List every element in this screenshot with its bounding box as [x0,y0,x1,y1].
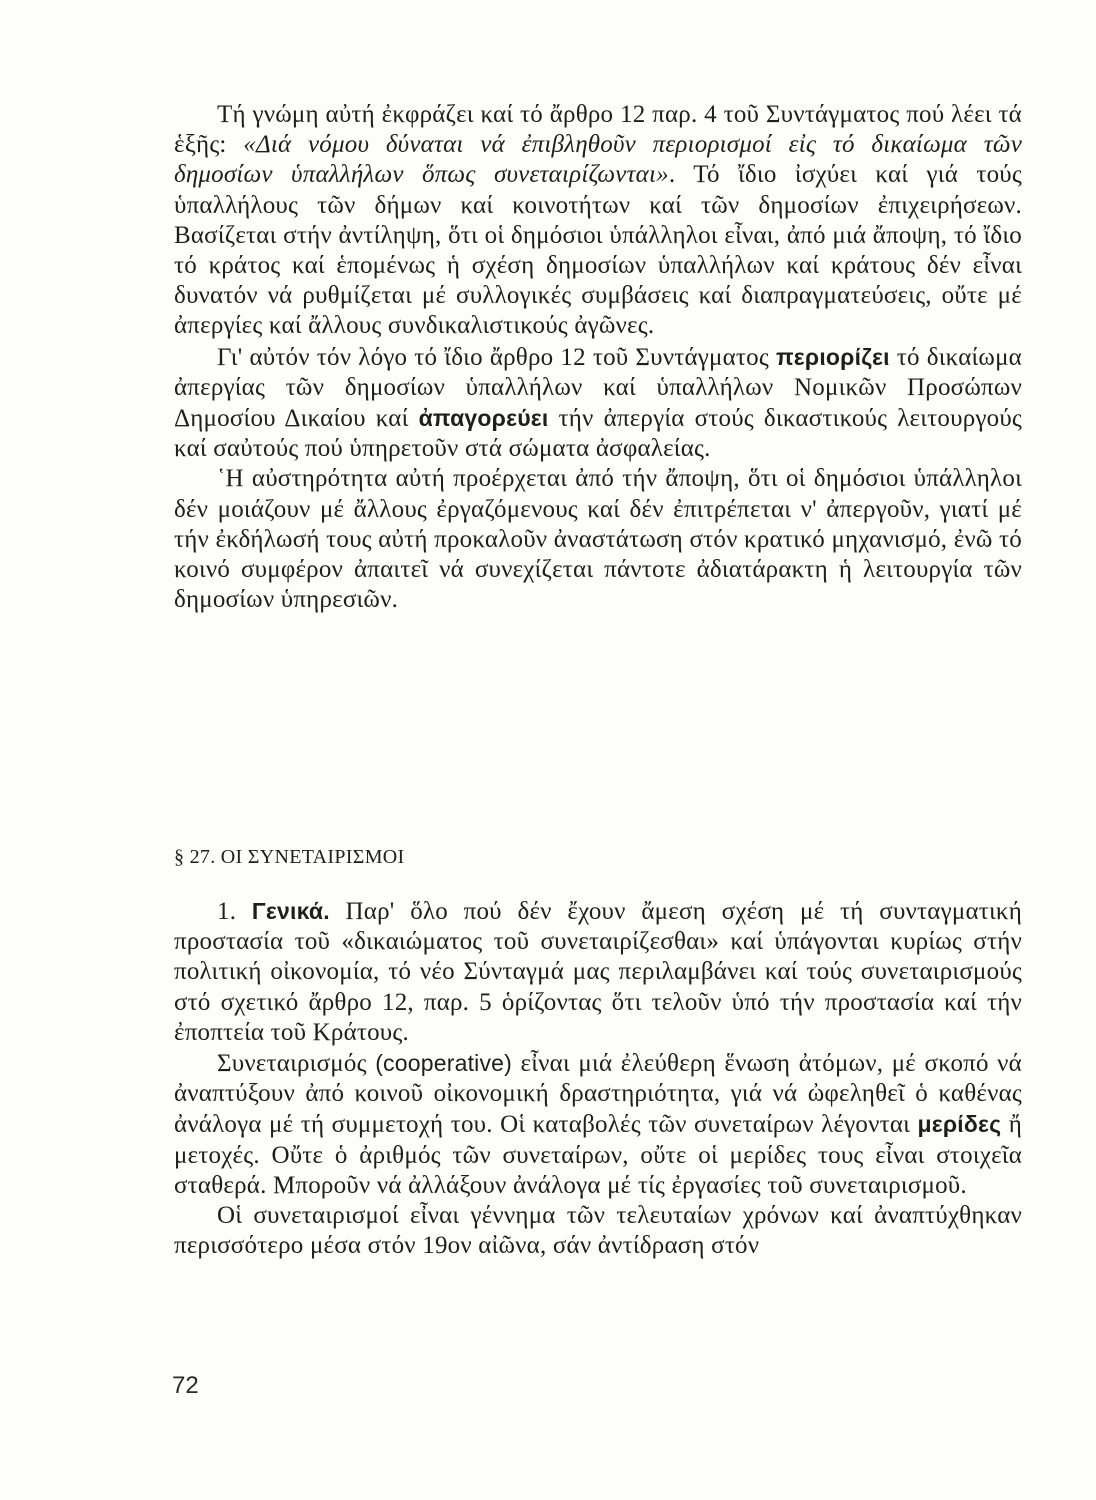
page-number: 72 [172,1372,199,1399]
paragraph-strictness: ῾Η αὐστηρότητα αὐτή προέρχεται ἀπό τήν ἄποψη, ὅτι οἱ δημόσιοι ὑπάλληλοι δέν μοιάζουν μέ ἄλλους ἐργαζόμενους καί δέν ἐπιτρέπεται ν' ἀπεργοῦν, γιατί μέ τήν ἐκδήλωσή τους αὐτή προκαλοῦν ἀναστάτωση στόν κρατικό μηχανισμό, ἐνῶ τό κοινό συμφέρον ἀπαιτεῖ νά συνεχίζεται πάντοτε ἀδιατάρακτη ἡ λειτουργία τῶν δημοσίων ὑπηρεσιῶν. [174,465,1022,614]
subheading-general: Γενικά. [251,898,330,924]
term-cooperative: (cooperative) [375,1050,513,1077]
quoted-article-text: «Διά νόμου δύναται νά ἐπιβληθοῦν περιορισμοί εἰς τό δικαίωμα τῶν δημοσίων ὑπαλλήλων ὅπως συνεταιρίζωνται» [174,131,1022,189]
paragraph-constitution-article: Τή γνώμη αὐτή ἐκφράζει καί τό ἄρθρο 12 παρ. 4 τοῦ Συντάγματος πού λέει τά ἑξῆς: «Διά νόμου δύναται νά ἐπιβληθοῦν περιορισμοί εἰς τό δικαίωμα τῶν δημοσίων ὑπαλλήλων ὅπως συνεταιρίζωνται». Τό ἴδιο ἰσχύει καί γιά τούς ὑπαλλήλους τῶν δήμων καί κοινοτήτων καί τῶν δημοσίων ἐπιχειρήσεων. Βασίζεται στήν ἀντίληψη, ὅτι οἱ δημόσιοι ὑπάλληλοι εἶναι, ἀπό μιά ἄποψη, τό ἴδιο τό κράτος καί ἑπομένως ἡ σχέση δημοσίων ὑπαλλήλων καί κράτους δέν εἶναι δυνατόν νά ρυθμίζεται μέ συλλογικές συμβάσεις καί διαπραγματεύσεις, οὔτε μέ ἀπεργίες καί ἄλλους συνδικαλιστικούς ἀγῶνες. [174,101,1022,340]
emphasis-restricts: περιορίζει [775,343,890,370]
paragraph-cooperative-definition: Συνεταιρισμός (cooperative) εἶναι μιά ἐλεύθερη ἕνωση ἀτόμων, μέ σκοπό νά ἀναπτύξουν ἀπό κοινοῦ οἰκονομική δραστηριότητα, γιά νά ὠφεληθεῖ ὁ καθένας ἀνάλογα μέ τή συμμετοχή του. Οἱ καταβολές τῶν συνεταίρων λέγονται μερίδες ἤ μετοχές. Οὔτε ὁ ἀριθμός τῶν συνεταίρων, οὔτε οἱ μερίδες τους εἶναι στοιχεῖα σταθερά. Μποροῦν νά ἀλλάξουν ἀνάλογα μέ τίς ἐργασίες τοῦ συνεταιρισμοῦ. [174,1050,1022,1199]
paragraph-general: 1. Γενικά. Παρ' ὅλο πού δέν ἔχουν ἄμεση σχέση μέ τή συνταγματική προστασία τοῦ «δικαιώματος τοῦ συνεταιρίζεσθαι» καί ὑπάγονται κυρίως στήν πολιτική οἰκονομία, τό νέο Σύνταγμά μας περιλαμβάνει καί τούς συνεταιρισμούς στό σχετικό ἄρθρο 12, παρ. 5 ὁρίζοντας ὅτι τελοῦν ὑπό τήν προστασία καί τήν ἐποπτεία τοῦ Κράτους. [174,898,1022,1046]
body-text-upper [174,100,1022,615]
section-heading: § 27. ΟΙ ΣΥΝΕΤΑΙΡΙΣΜΟΙ [174,846,405,868]
paragraph-strike-restriction: Γι' αὐτόν τόν λόγο τό ἴδιο ἄρθρο 12 τοῦ Συντάγματος περιορίζει τό δικαίωμα ἀπεργίας τῶν δημοσίων ὑπαλλήλων καί ὑπαλλήλων Νομικῶν Προσώπων Δημοσίου Δικαίου καί ἀπαγορεύει τήν ἀπεργία στούς δικαστικούς λειτουργούς καί σαὐτούς πού ὑπηρετοῦν στά σώματα ἀσφαλείας. [174,343,1022,463]
emphasis-shares: μερίδες [917,1111,1002,1138]
paragraph-cooperative-history: Οἱ συνεταιρισμοί εἶναι γέννημα τῶν τελευταίων χρόνων καί ἀναπτύχθηκαν περισσότερο μέσα στόν 19ον αἰῶνα, σάν ἀντίδραση στόν [174,1202,1022,1260]
body-text-lower [174,896,1022,1261]
emphasis-prohibits: ἀπαγορεύει [418,405,549,432]
